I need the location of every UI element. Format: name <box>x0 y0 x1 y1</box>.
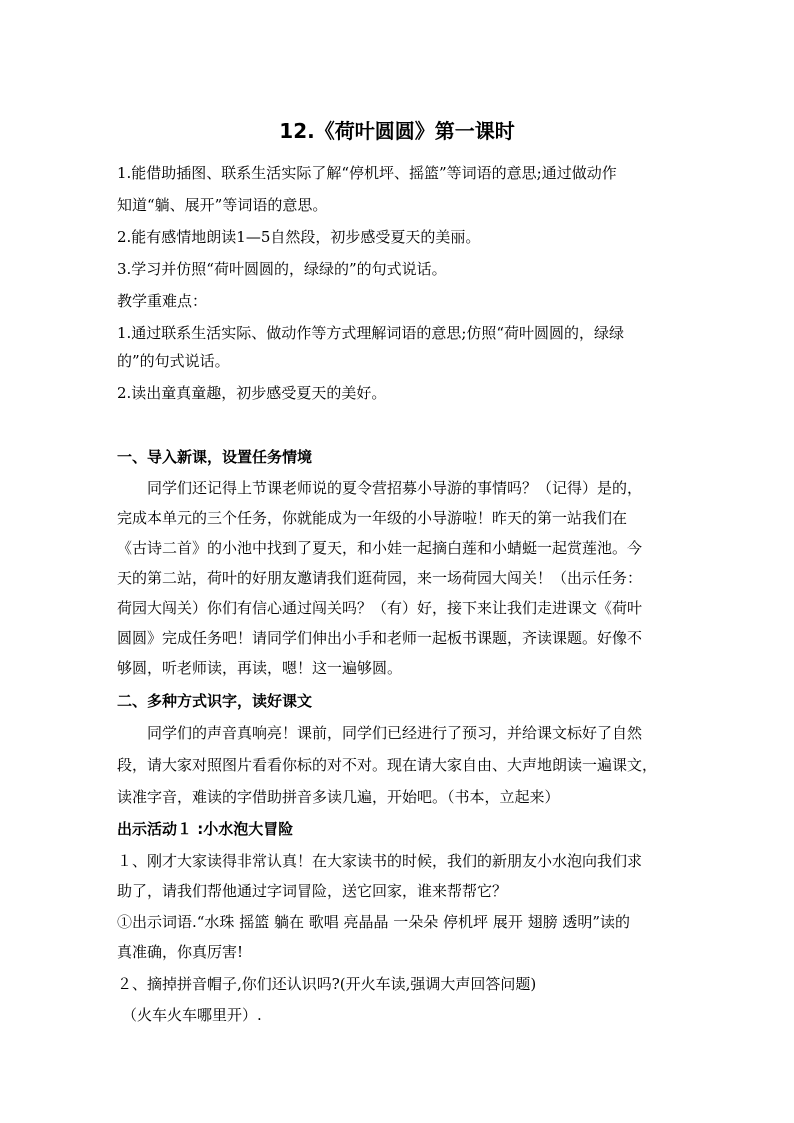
objective-line-3: 2.能有感情地朗读1—5自然段，初步感受夏天的美丽。 <box>117 228 481 246</box>
section-1-line-6: 圆圆》完成任务吧！请同学们伸出小手和老师一起板书课题，齐读课题。好像不 <box>117 629 643 647</box>
section-1-line-5: 荷园大闯关）你们有信心通过闯关吗？（有）好，接下来让我们走进课文《荷叶 <box>117 599 643 617</box>
section-1-line-1: 同学们还记得上节课老师说的夏令营招募小导游的事情吗？（记得）是的， <box>147 479 643 497</box>
section-1-line-3: 《古诗二首》的小池中找到了夏天，和小娃一起摘白莲和小蜻蜓一起赏莲池。今 <box>117 539 643 557</box>
key-point-line-3: 2.读出童真童趣，初步感受夏天的美好。 <box>117 384 387 402</box>
lesson-title: 12.《荷叶圆圆》第一课时 <box>279 119 515 143</box>
activity-1-line-3: ①出示词语.“水珠 摇篮 躺在 歌唱 亮晶晶 一朵朵 停机坪 展开 翅膀 透明”读的 <box>117 913 631 931</box>
section-1-line-7: 够圆，听老师读，再读，嗯！这一遍够圆。 <box>117 659 403 677</box>
section-1-heading: 一、导入新课，设置任务情境 <box>117 448 313 466</box>
activity-1-heading: 出示活动１ :小水泡大冒险 <box>117 820 294 838</box>
section-1-line-4: 天的第二站，荷叶的好朋友邀请我们逛荷园，来一场荷园大闯关！（出示任务： <box>117 569 643 587</box>
activity-1-line-1: １、刚才大家读得非常认真！在大家读书的时候，我们的新朋友小水泡向我们求 <box>117 852 643 870</box>
section-2-line-1: 同学们的声音真响亮！课前，同学们已经进行了预习，并给课文标好了自然 <box>147 724 643 742</box>
section-2-line-2: 段，请大家对照图片看看你标的对不对。现在请大家自由、大声地朗读一遍课文， <box>117 756 658 774</box>
objective-line-2: 知道“躺、展开”等词语的意思。 <box>117 196 328 214</box>
objective-line-4: 3.学习并仿照“荷叶圆圆的，绿绿的”的句式说话。 <box>117 260 447 278</box>
activity-1-line-2: 助了，请我们帮他通过字词冒险，送它回家，谁来帮帮它？ <box>117 882 508 900</box>
activity-1-line-6: （火车火车哪里开）. <box>122 1006 262 1024</box>
key-point-line-2: 的”的句式说话。 <box>117 352 230 370</box>
activity-1-line-4: 真准确，你真厉害! <box>117 943 244 961</box>
section-2-line-3: 读准字音，难读的字借助拼音多读几遍，开始吧。（书本，立起来） <box>117 788 560 806</box>
section-2-heading: 二、多种方式识字，读好课文 <box>117 692 313 710</box>
key-point-line-1: 1.通过联系生活实际、做动作等方式理解词语的意思;仿照“荷叶圆圆的，绿绿 <box>117 324 625 342</box>
objective-line-1: 1.能借助插图、联系生活实际了解“停机坪、摇篮”等词语的意思;通过做动作 <box>117 164 617 182</box>
activity-1-line-5: ２、摘掉拼音帽子,你们还认识吗?(开火车读,强调大声回答问题) <box>117 975 537 993</box>
section-1-line-2: 完成本单元的三个任务，你就能成为一年级的小导游啦！昨天的第一站我们在 <box>117 509 628 527</box>
key-points-heading: 教学重难点： <box>117 292 208 310</box>
